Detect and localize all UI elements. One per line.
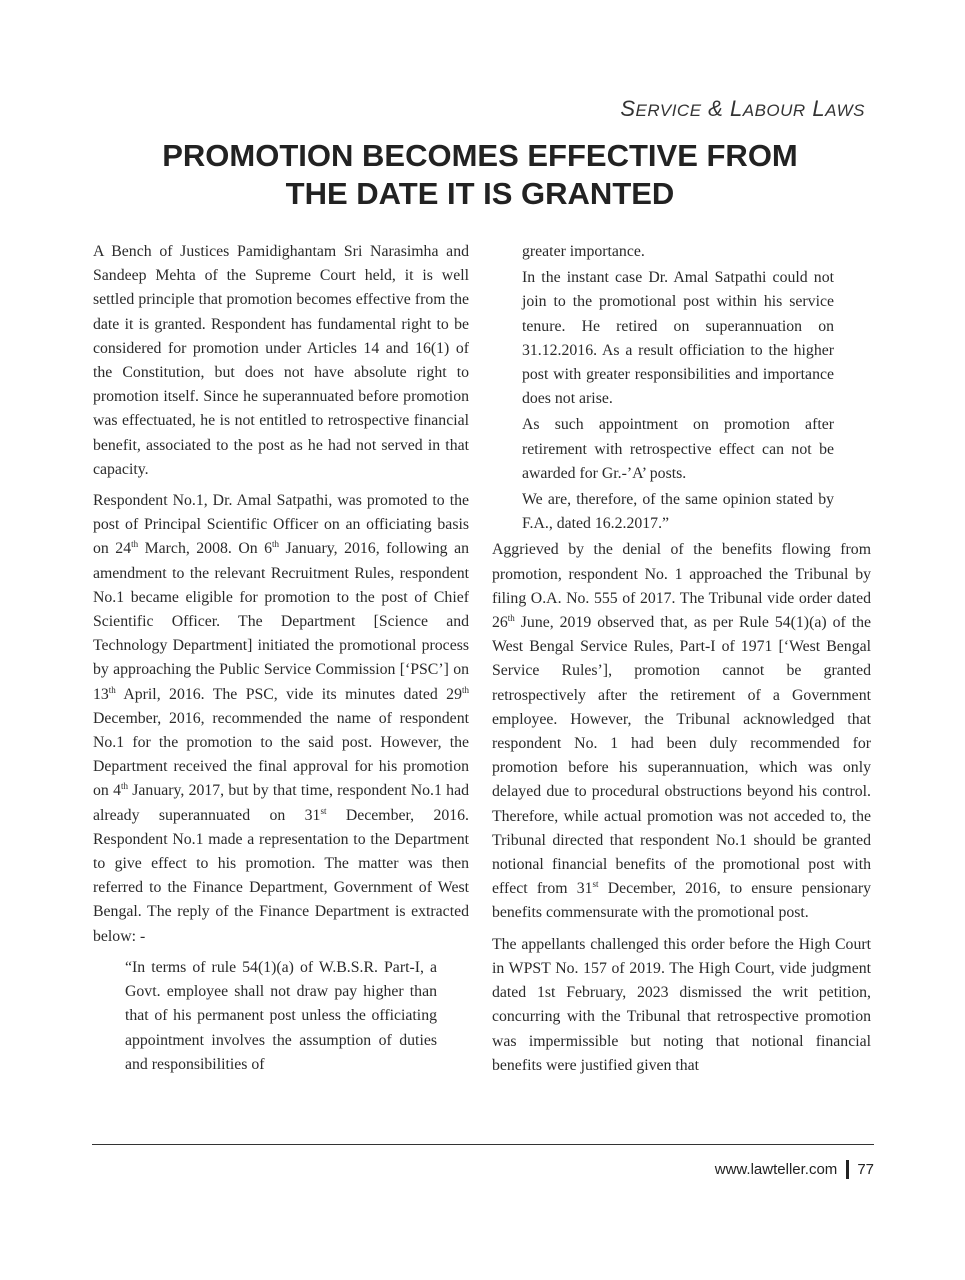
section-label-initial: S (620, 96, 636, 121)
section-label-initial: L (812, 96, 826, 121)
section-label (620, 96, 865, 122)
block-quote-start: “In terms of rule 54(1)(a) of W.B.S.R. Part-I, a Govt. employee shall not draw pay higher than that of his permanent post unless the officiating appointment involves the assumption of duties and responsibilities of (125, 958, 437, 1073)
paragraph-high-court: The appellants challenged this order before the High Court in WPST No. 157 of 2019. The High Court, vide judgment dated 1st February, 2023 dismissed the writ petition, concurring with the Tribunal that retrospective promotion was impermissible but noting that notional financial benefits were justified given that (492, 935, 871, 1074)
right-column (492, 240, 871, 1085)
quote-paragraph: As such appointment on promotion after retirement with retrospective effect can not be awarded for Gr.-’A’ posts. (522, 416, 834, 482)
page-number: 77 (857, 1161, 874, 1178)
left-column (93, 240, 469, 1077)
footer-divider (92, 1144, 874, 1145)
paragraph-facts: Respondent No.1, Dr. Amal Satpathi, was promoted to the post of Principal Scientific Officer on an officiating basis on 24th March, 2008. On 6th January, 2016, following an amendment to the relevant Recruitment Rules, respondent No.1 became eligible for promotion to the post of Chief Scientific Officer. The Department [Science and Technology Department] initiated the promotional process by approaching the Public Service Commission [‘PSC’] on 13th April, 2016. The PSC, vide its minutes dated 29th December, 2016, recommended the name of respondent No.1 for the promotion to the said post. However, the Department received the final approval for his promotion on 4th January, 2017, but by that time, respondent No.1 had already superannuated on 31st December, 2016. Respondent No.1 made a representation to the Department to give effect to his promotion. The matter was then referred to the Finance Department, Government of West Bengal. The reply of the Finance Department is extracted below: - (93, 492, 469, 945)
quote-paragraph: In the instant case Dr. Amal Satpathi could not join to the promotional post within his service tenure. He retired on superannuation on 31.12.2016. As a result officiation to the higher post with greater responsibilities and importance does not arise. (522, 269, 834, 408)
quote-paragraph: We are, therefore, of the same opinion stated by F.A., dated 16.2.2017.” (522, 491, 834, 533)
footer-separator (846, 1160, 849, 1179)
section-label-word: ERVICE (635, 101, 702, 120)
title-line-2: THE DATE IT IS GRANTED (285, 176, 675, 211)
title-line-1: PROMOTION BECOMES EFFECTIVE FROM (162, 138, 798, 173)
paragraph-tribunal: Aggrieved by the denial of the benefits flowing from promotion, respondent No. 1 approached the Tribunal by filing O.A. No. 555 of 2017. The Tribunal vide order dated 26th June, 2019 observed that, as per Rule 54(1)(a) of the West Bengal Service Rules, Part-I of 1971 [‘West Bengal Service Rules’], promotion cannot be granted retrospectively after the retirement of a Government employee. However, the Tribunal acknowledged that respondent No. 1 had been duly recommended for promotion before his superannuation, which was only delayed due to procedural obstructions beyond his control. Therefore, while actual promotion was not acceded to, the Tribunal directed that respondent No.1 should be granted notional financial benefits of the promotional post with effect from 31st December, 2016, to ensure pensionary benefits commensurate with the promotional post. (492, 541, 871, 922)
section-label-amp: & (708, 96, 724, 121)
quote-paragraph: greater importance. (522, 243, 645, 260)
website-link[interactable]: www.lawteller.com (714, 1161, 838, 1178)
section-label-word: ABOUR (742, 101, 806, 120)
article-title (80, 137, 880, 213)
paragraph-intro: A Bench of Justices Pamidighantam Sri Narasimha and Sandeep Mehta of the Supreme Court held, it is well settled principle that promotion becomes effective from the date it is granted. Respondent has fundamental right to be considered for promotion under Articles 14 and 16(1) of the Constitution, but does not have absolute right to promotion itself. Since he superannuated before promotion was effectuated, he is not entitled to retrospective financial benefit, associated to the post as he had not served in that capacity. (93, 243, 469, 478)
section-label-initial: L (729, 96, 743, 121)
page-footer (715, 1160, 874, 1179)
section-label-word: AWS (825, 101, 865, 120)
block-quote-continued (522, 240, 834, 536)
